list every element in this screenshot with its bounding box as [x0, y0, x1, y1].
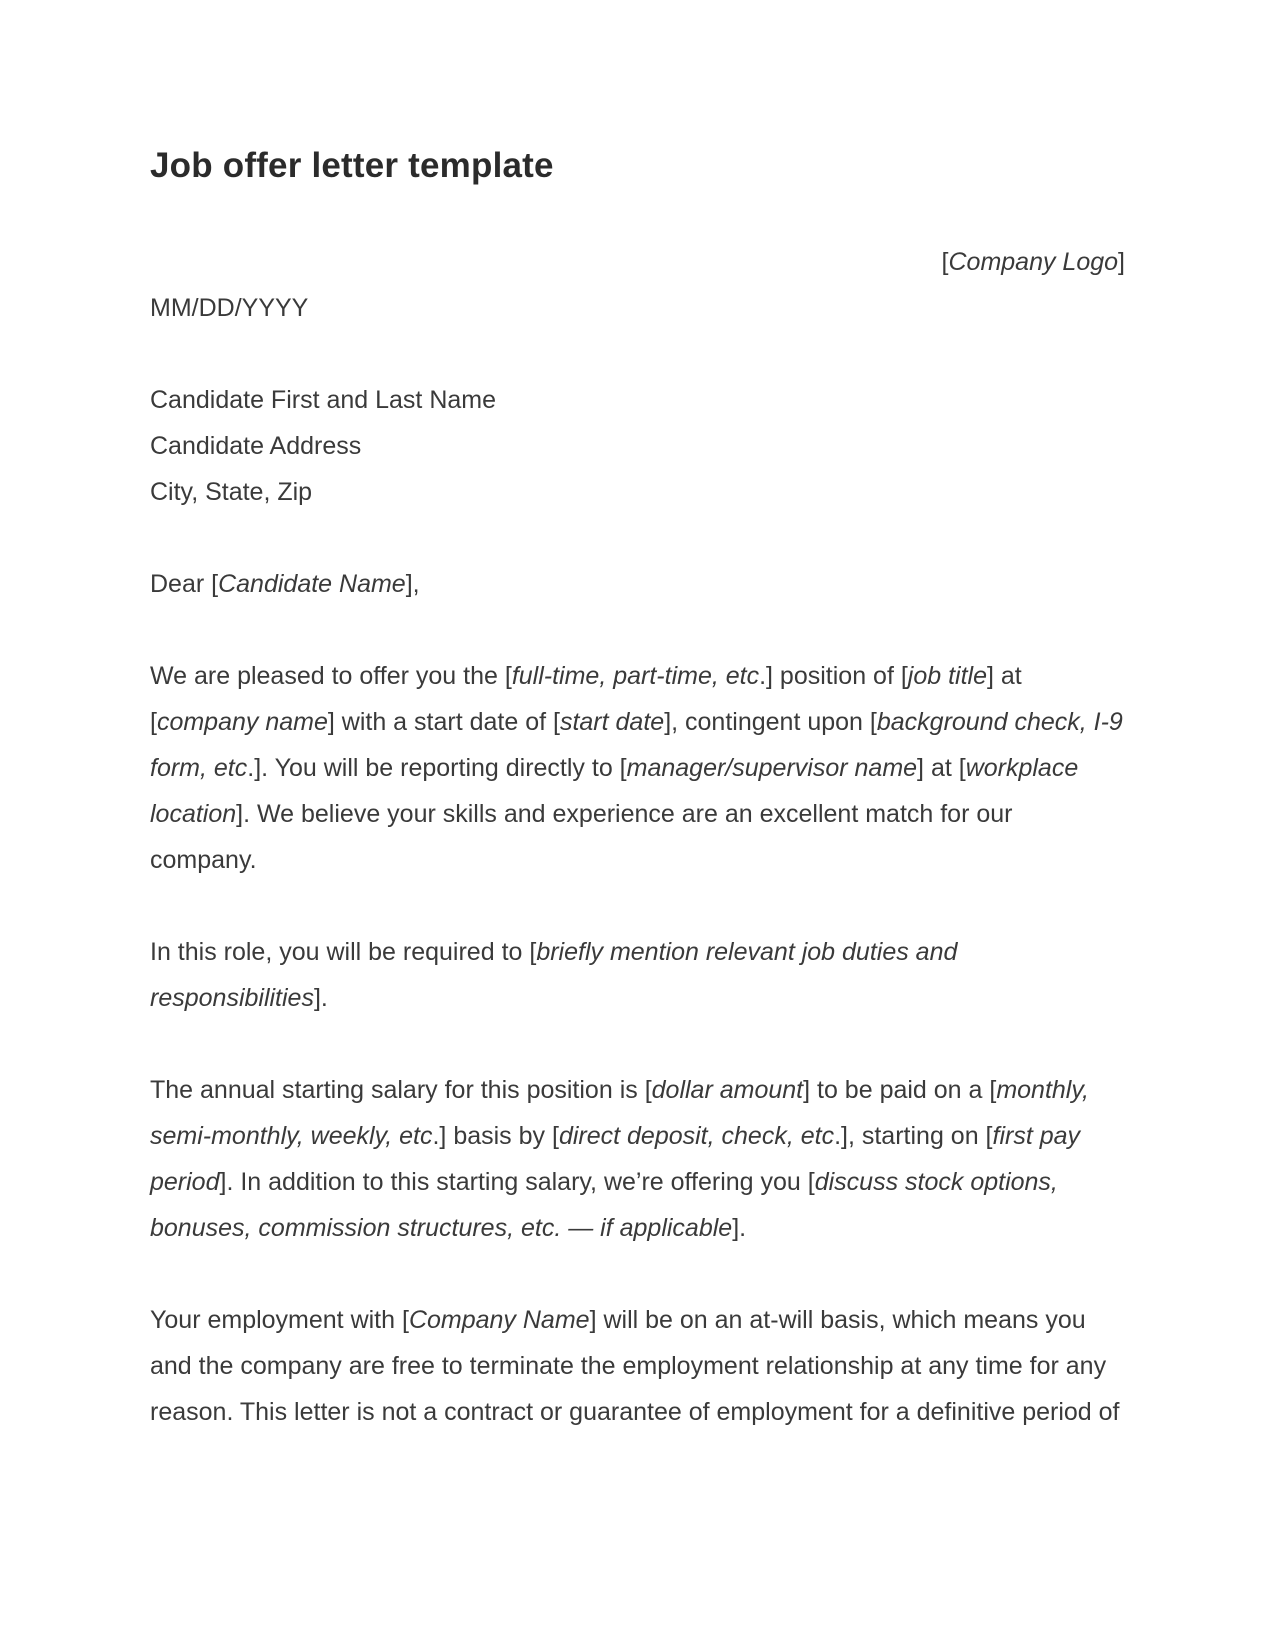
offer-paragraph: We are pleased to offer you the [full-time, part-time, etc.] position of [job title] at [company name] with a start date of [start date], contingent upon [background check, I-9 form, etc.]. You will be reporting directly to [manager/supervisor name] at [workplace location]. We believe your skills and experience are an excellent match for our company.	[150, 662, 1123, 874]
salary-paragraph: The annual starting salary for this position is [dollar amount] to be paid on a [monthly, semi-monthly, weekly, etc.] basis by [direct deposit, check, etc.], starting on [first pay period]. In addition to this starting salary, we’re offering you [discuss stock options, bonuses, commission structures, etc. — if applicable].	[150, 1076, 1089, 1242]
page-title: Job offer letter template	[150, 146, 554, 185]
duties-paragraph: In this role, you will be required to [briefly mention relevant job duties and responsibilities].	[150, 938, 958, 1012]
date-line: MM/DD/YYYY	[150, 294, 309, 322]
salutation-line: Dear [Candidate Name],	[150, 570, 420, 598]
recipient-block	[150, 377, 1125, 515]
company-logo-placeholder: [Company Logo]	[941, 248, 1125, 276]
at-will-paragraph: Your employment with [Company Name] will be on an at-will basis, which means you and the company are free to terminate the employment relationship at any time for any reason. This letter is not a contract or guarantee of employment for a definitive period of	[150, 1306, 1120, 1426]
recipient-city-state-zip-line: City, State, Zip	[150, 478, 313, 506]
recipient-name-line: Candidate First and Last Name	[150, 386, 497, 414]
recipient-address-line: Candidate Address	[150, 432, 362, 460]
